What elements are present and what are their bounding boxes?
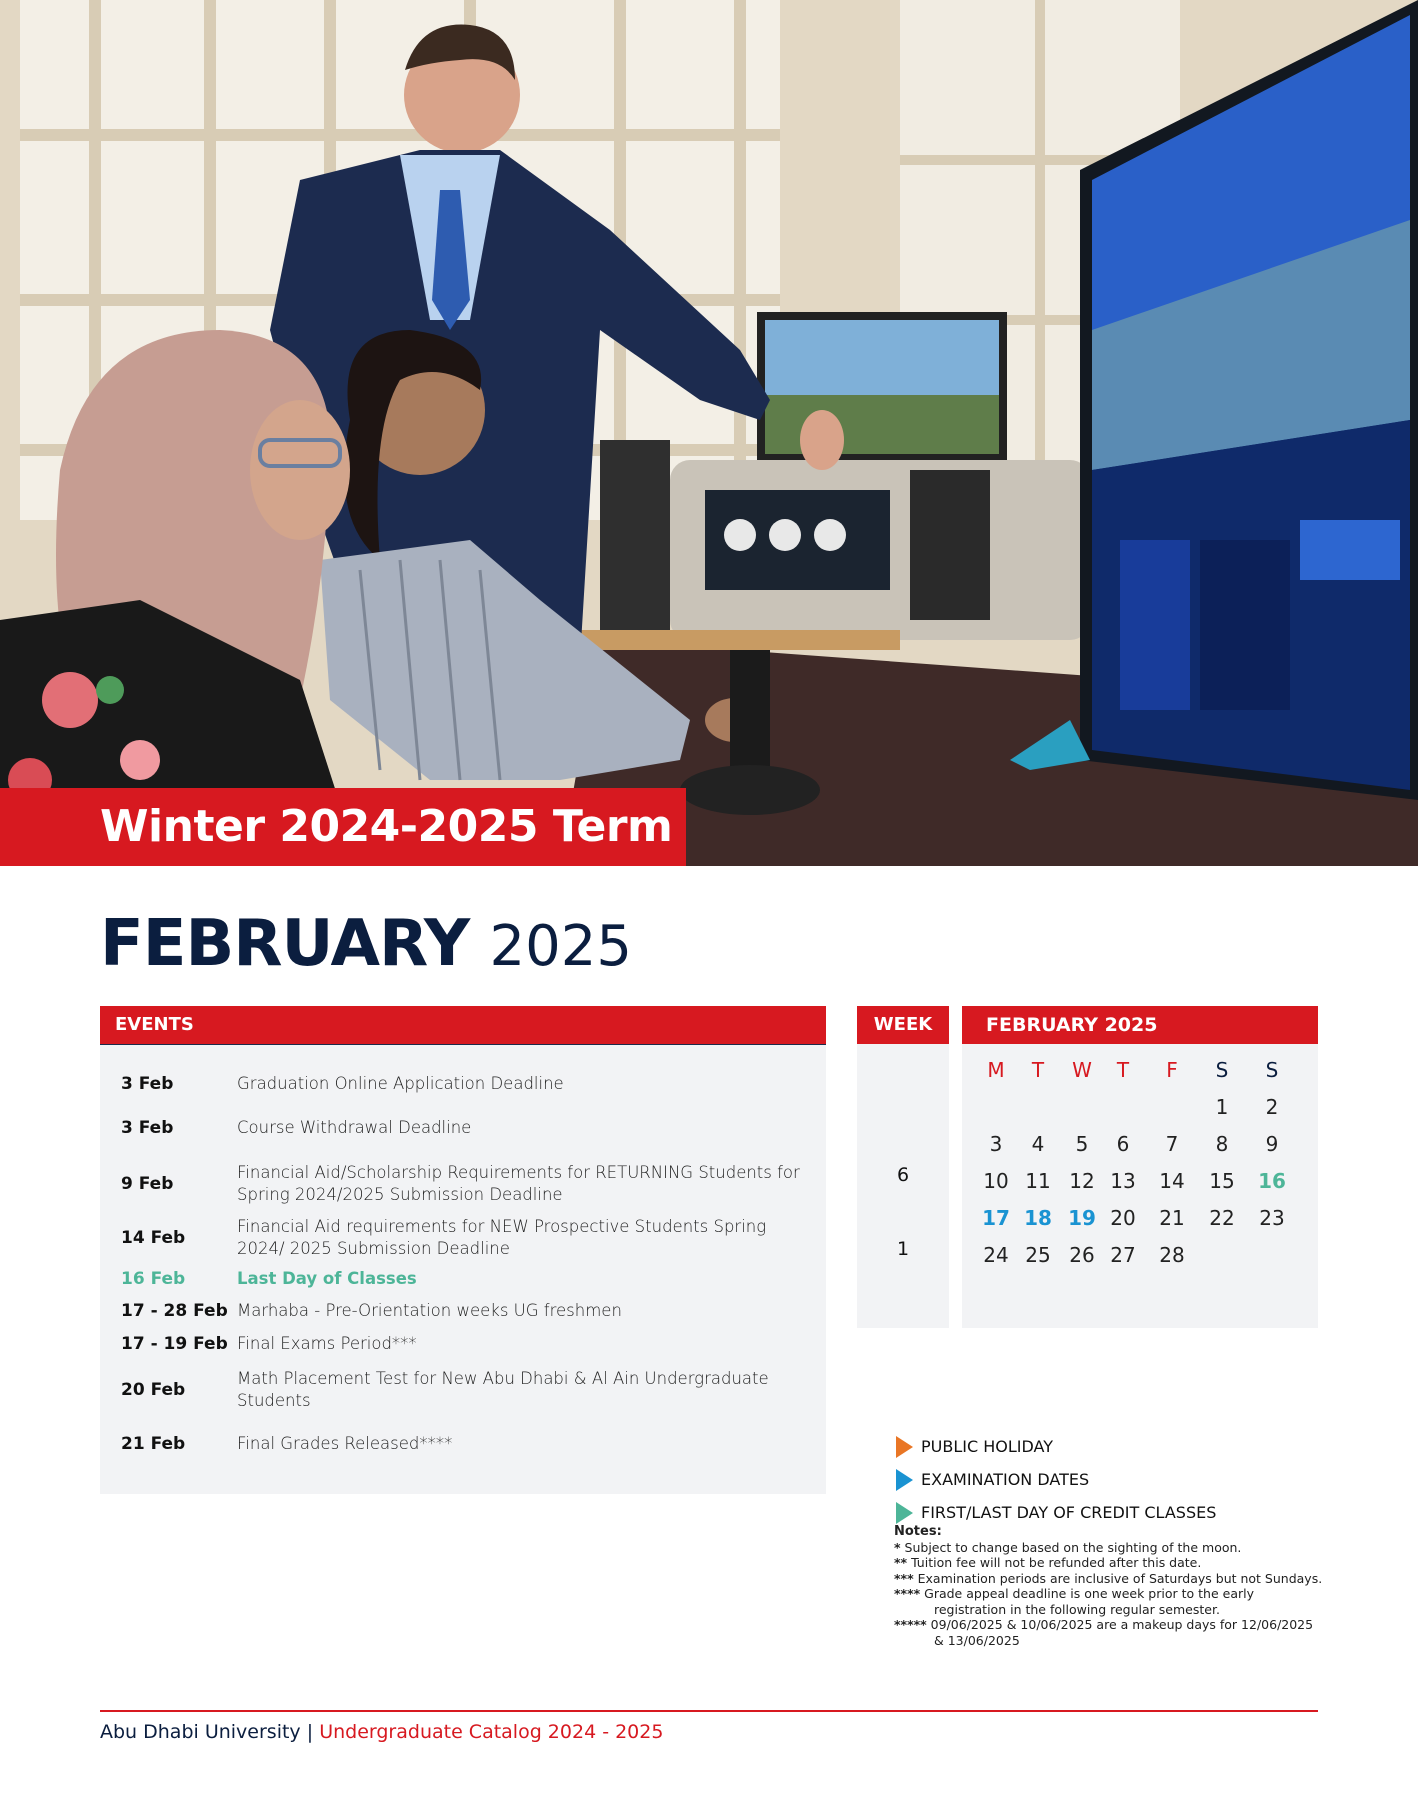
event-date: 17 - 28 Feb bbox=[121, 1301, 228, 1321]
event-row-last-day-of-classes bbox=[100, 1262, 826, 1296]
month-calendar bbox=[962, 1006, 1318, 1328]
footer-divider bbox=[100, 1710, 1318, 1712]
note-item bbox=[894, 1555, 1324, 1571]
event-row bbox=[100, 1424, 826, 1464]
event-description: Marhaba - Pre-Orientation weeks UG freshmen bbox=[237, 1301, 622, 1320]
calendar-day: 28 bbox=[1159, 1243, 1185, 1267]
calendar-day: 23 bbox=[1259, 1206, 1285, 1230]
month-year: 2025 bbox=[489, 914, 633, 979]
flight-simulator-classroom-photo bbox=[0, 0, 1418, 866]
legend-label: EXAMINATION DATES bbox=[921, 1470, 1090, 1489]
legend-item-public-holiday bbox=[896, 1430, 1326, 1463]
week-number: 6 bbox=[896, 1164, 910, 1186]
event-date: 3 Feb bbox=[121, 1074, 174, 1094]
note-mark: *** bbox=[894, 1570, 914, 1586]
note-mark: ** bbox=[894, 1555, 908, 1570]
calendar-day-exam: 17 bbox=[982, 1206, 1010, 1230]
green-triangle-icon bbox=[896, 1502, 913, 1524]
calendar-day: 10 bbox=[983, 1169, 1009, 1193]
note-continuation: registration in the following regular semester. bbox=[934, 1601, 1220, 1617]
event-row bbox=[100, 1106, 826, 1150]
event-date: 14 Feb bbox=[121, 1228, 186, 1248]
note-text: Tuition fee will not be refunded after this date. bbox=[911, 1555, 1202, 1570]
note-text: Subject to change based on the sighting of the moon. bbox=[904, 1539, 1242, 1555]
event-description: Financial Aid requirements for NEW Prospective Students Spring 2024/ 2025 Submission Deadline bbox=[237, 1217, 767, 1258]
day-of-week-thursday: T bbox=[1116, 1058, 1130, 1082]
footer bbox=[100, 1716, 663, 1748]
calendar-day: 9 bbox=[1265, 1132, 1279, 1156]
calendar-day: 11 bbox=[1025, 1169, 1051, 1193]
note-text: 09/06/2025 & 10/06/2025 are a makeup days for 12/06/2025 bbox=[930, 1617, 1314, 1632]
blue-triangle-icon bbox=[896, 1469, 913, 1491]
event-row bbox=[100, 1154, 826, 1214]
event-row bbox=[100, 1062, 826, 1106]
calendar-day-last-class: 16 bbox=[1258, 1169, 1286, 1193]
calendar-day: 24 bbox=[983, 1243, 1009, 1267]
calendar-day: 8 bbox=[1215, 1132, 1229, 1156]
legend-item-examination-dates bbox=[896, 1463, 1326, 1496]
calendar-day: 27 bbox=[1110, 1243, 1136, 1267]
event-description: Final Grades Released**** bbox=[237, 1434, 453, 1453]
event-description: Math Placement Test for New Abu Dhabi & Al Ain Undergraduate Students bbox=[237, 1369, 769, 1410]
note-item bbox=[894, 1540, 1324, 1556]
event-description: Course Withdrawal Deadline bbox=[237, 1118, 472, 1137]
hero-photo bbox=[0, 0, 1418, 866]
note-mark: **** bbox=[894, 1586, 921, 1601]
calendar-day-exam: 18 bbox=[1024, 1206, 1052, 1230]
note-item bbox=[894, 1571, 1324, 1587]
note-mark: ***** bbox=[894, 1617, 927, 1632]
event-description: Final Exams Period*** bbox=[237, 1334, 417, 1353]
event-date: 16 Feb bbox=[121, 1269, 186, 1289]
event-row bbox=[100, 1294, 826, 1328]
calendar-day: 21 bbox=[1159, 1206, 1185, 1230]
calendar-day: 25 bbox=[1025, 1243, 1051, 1267]
calendar-day: 2 bbox=[1265, 1095, 1279, 1119]
notes bbox=[894, 1524, 1324, 1648]
calendar-day: 12 bbox=[1069, 1169, 1095, 1193]
event-description: Last Day of Classes bbox=[237, 1269, 417, 1288]
event-date: 3 Feb bbox=[121, 1118, 174, 1138]
legend-label: PUBLIC HOLIDAY bbox=[921, 1437, 1053, 1456]
event-row bbox=[100, 1327, 826, 1361]
note-item bbox=[894, 1586, 1324, 1602]
day-of-week-tuesday: T bbox=[1031, 1058, 1045, 1082]
event-date: 17 - 19 Feb bbox=[121, 1334, 228, 1354]
footer-university: Abu Dhabi University bbox=[100, 1721, 301, 1743]
day-of-week-wednesday: W bbox=[1072, 1058, 1092, 1082]
calendar-header: FEBRUARY 2025 bbox=[962, 1006, 1318, 1044]
day-of-week-monday: M bbox=[987, 1058, 1005, 1082]
month-title bbox=[100, 906, 632, 985]
legend-label: FIRST/LAST DAY OF CREDIT CLASSES bbox=[921, 1503, 1217, 1522]
event-description: Graduation Online Application Deadline bbox=[237, 1074, 564, 1093]
calendar-day: 6 bbox=[1116, 1132, 1130, 1156]
calendar-day: 13 bbox=[1110, 1169, 1136, 1193]
orange-triangle-icon bbox=[896, 1436, 913, 1458]
calendar-day: 20 bbox=[1110, 1206, 1136, 1230]
week-number: 1 bbox=[896, 1238, 910, 1260]
note-continuation: & 13/06/2025 bbox=[934, 1632, 1020, 1648]
event-row bbox=[100, 1208, 826, 1268]
notes-title: Notes: bbox=[894, 1524, 942, 1539]
calendar-day: 1 bbox=[1215, 1095, 1229, 1119]
note-text: Examination periods are inclusive of Saturdays but not Sundays. bbox=[917, 1570, 1323, 1586]
week-column bbox=[857, 1006, 949, 1328]
footer-catalog: Undergraduate Catalog 2024 - 2025 bbox=[319, 1721, 664, 1743]
term-banner: Winter 2024-2025 Term bbox=[0, 788, 686, 866]
calendar-day: 26 bbox=[1069, 1243, 1095, 1267]
calendar-day: 14 bbox=[1159, 1169, 1185, 1193]
calendar-day: 15 bbox=[1209, 1169, 1235, 1193]
week-header: WEEK bbox=[857, 1006, 949, 1044]
calendar-day-exam: 19 bbox=[1068, 1206, 1096, 1230]
day-of-week-friday: F bbox=[1166, 1058, 1178, 1082]
note-mark: * bbox=[894, 1539, 901, 1555]
calendar-day: 7 bbox=[1165, 1132, 1179, 1156]
footer-separator: | bbox=[306, 1721, 314, 1743]
note-text: Grade appeal deadline is one week prior to the early bbox=[924, 1586, 1254, 1601]
note-item bbox=[894, 1617, 1324, 1633]
calendar-day: 5 bbox=[1075, 1132, 1089, 1156]
calendar-day: 4 bbox=[1031, 1132, 1045, 1156]
event-row bbox=[100, 1360, 826, 1420]
event-date: 20 Feb bbox=[121, 1380, 186, 1400]
events-panel bbox=[100, 1006, 826, 1494]
calendar-day: 22 bbox=[1209, 1206, 1235, 1230]
day-of-week-sunday: S bbox=[1265, 1058, 1279, 1082]
month-name: FEBRUARY bbox=[100, 907, 470, 981]
day-of-week-saturday: S bbox=[1215, 1058, 1229, 1082]
event-date: 21 Feb bbox=[121, 1434, 186, 1454]
events-header: EVENTS bbox=[100, 1006, 826, 1045]
event-date: 9 Feb bbox=[121, 1174, 174, 1194]
calendar-day: 3 bbox=[989, 1132, 1003, 1156]
legend bbox=[896, 1430, 1326, 1529]
event-description: Financial Aid/Scholarship Requirements for RETURNING Students for Spring 2024/2025 Submission Deadline bbox=[237, 1163, 800, 1204]
